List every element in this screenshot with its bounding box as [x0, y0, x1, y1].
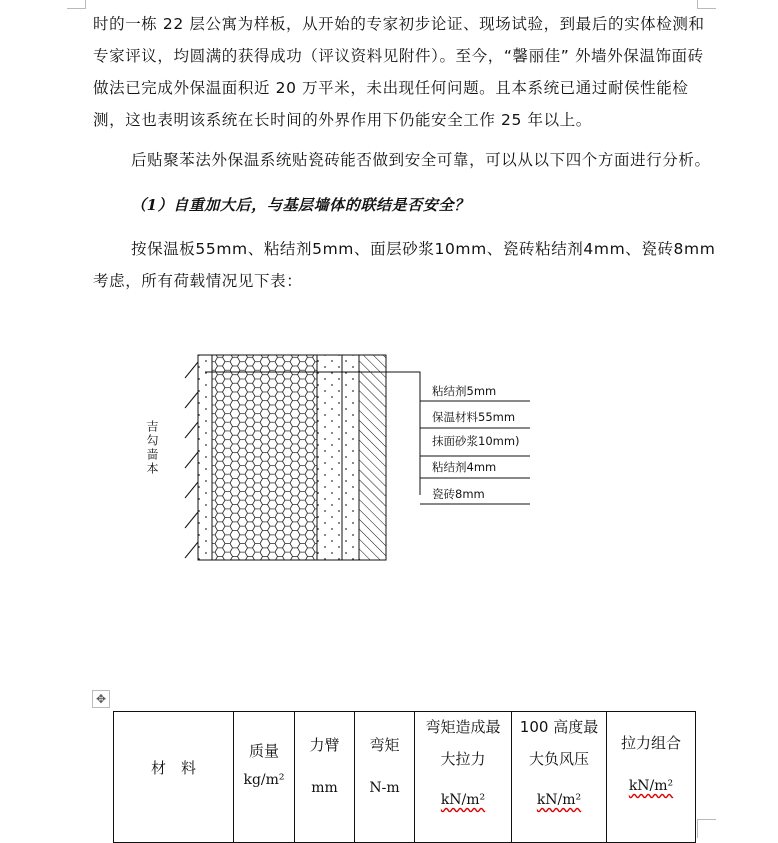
header-cell-max-tension: 弯矩造成最 大拉力 kN/m²: [415, 712, 512, 843]
layer-label: 保温材料55mm: [432, 410, 516, 424]
wall-layer-diagram: [140, 340, 540, 570]
load-table: [113, 711, 696, 843]
tile-adhesive-layer: [342, 355, 359, 560]
section-heading: （1）自重加大后，与基层墙体的联结是否安全？: [131, 196, 470, 214]
header-cell-tension-combination: 拉力组合 kN/m²: [607, 712, 696, 843]
layer-label: 粘结剂5mm: [432, 384, 497, 398]
wall-label: 吉勾啬本: [145, 420, 159, 476]
page-corner-mark: [697, 819, 716, 838]
tile-layer: [359, 355, 386, 560]
layer-label: 粘结剂4mm: [432, 460, 497, 474]
header-cell-lever-arm: 力臂 mm: [295, 712, 355, 843]
insulation-layer: [212, 355, 317, 560]
adhesive-layer: [198, 355, 212, 560]
table-header-row: [114, 712, 696, 843]
layer-label: 抹面砂浆10mm): [432, 434, 520, 448]
header-cell-material: 材 料: [114, 712, 234, 843]
layer-label: 瓷砖8mm: [432, 487, 485, 501]
page-corner-mark: [67, 0, 86, 9]
body-paragraph: 后贴聚苯法外保温系统贴瓷砖能否做到安全可靠，可以从以下四个方面进行分析。: [131, 151, 711, 169]
header-cell-moment: 弯矩 N-m: [355, 712, 415, 843]
header-cell-mass: 质量 kg/m²: [234, 712, 295, 843]
body-paragraph: 时的一栋 22 层公寓为样板，从开始的专家初步论证、现场试验，到最后的实体检测和专家评议，均圆满的获得成功（评议资料见附件）。至今，“馨丽佳” 外墙外保温饰面砖做法已完成外保温面积近 20 万平米，未出现任何问题。且本系统已通过耐侯性能检测，这也表明该系统在长时间的外界作用下仍能安全工作 25 年以上。: [93, 15, 705, 129]
move-cross-icon[interactable]: ✥: [92, 690, 110, 708]
body-paragraph: 按保温板55mm、粘结剂5mm、面层砂浆10mm、瓷砖粘结剂4mm、瓷砖8mm考虑，所有荷载情况见下表：: [93, 240, 716, 290]
header-cell-wind-pressure: 100 高度最 大负风压 kN/m²: [512, 712, 607, 843]
mortar-layer: [317, 355, 342, 560]
wall-hatch: [185, 355, 198, 560]
